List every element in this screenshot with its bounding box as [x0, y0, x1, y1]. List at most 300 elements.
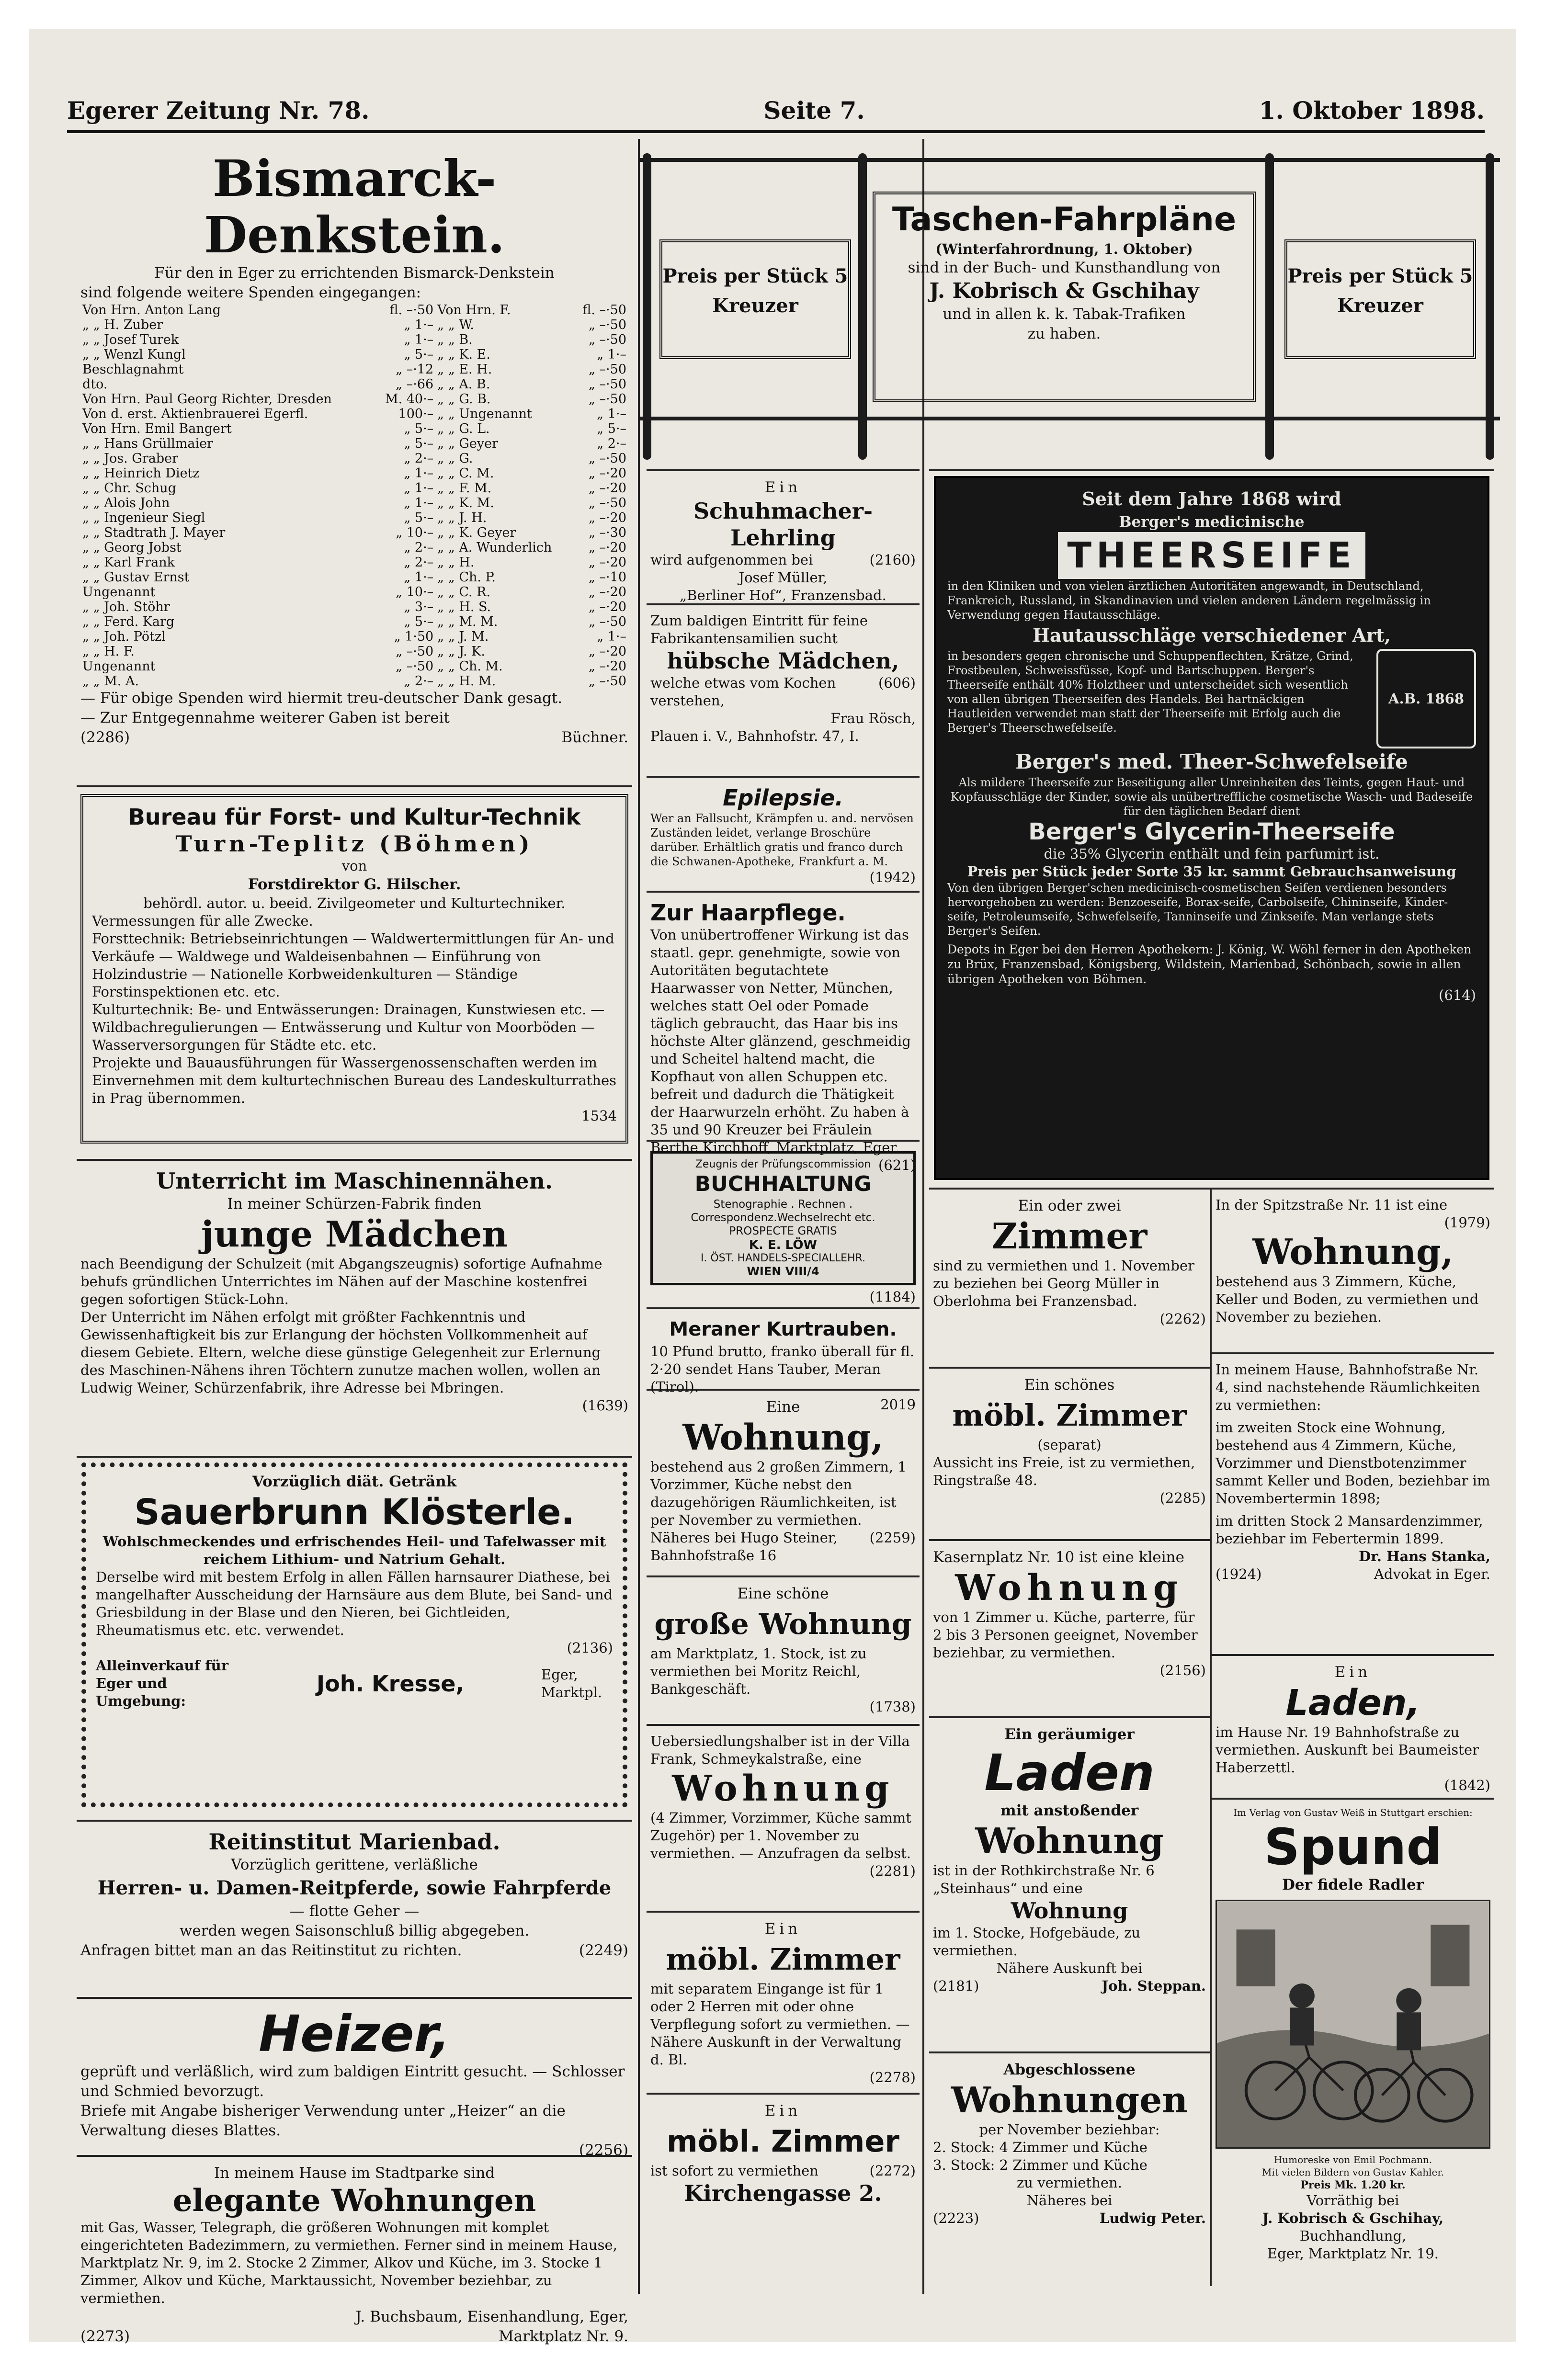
schuh-p: wird aufgenommen bei [650, 552, 813, 568]
header-right: 1. Oktober 1898. [1259, 96, 1485, 125]
donation-row [80, 555, 628, 570]
donation-cell: „ –·20 [588, 555, 626, 570]
donation-cell: „ „ K. E. [437, 347, 490, 362]
donation-row [80, 614, 628, 629]
bureau-code: 1534 [581, 1108, 617, 1124]
donation-cell: „ „ G. B. [437, 392, 491, 407]
donation-cell: „ –·20 [588, 466, 626, 481]
wohnung1-ad [647, 1389, 920, 1575]
newspaper-page [29, 29, 1516, 2345]
spund-illustration [1216, 1900, 1490, 2149]
donation-cell: „ 1·– [597, 407, 626, 421]
spund-l4: Eger, Marktplatz Nr. 19. [1267, 2245, 1439, 2262]
donation-cell: „ 10·– [396, 585, 434, 600]
laden2-p1: ist in der Rothkirchstraße Nr. 6 „Steinhaus“ und eine [933, 1862, 1155, 1896]
elegant-p1: mit Gas, Wasser, Telegraph, die größeren Wohnungen mit komplet eingerichteten Badezimmern, zu vermiethen. Ferner sind in meinem Hause, Marktplatz Nr. 9, im 2. Stocke 2 Zimmer, Alkov und Küche, im 3. Stocke 1 Zimmer, Alkov und Küche, Marktaussicht, November beziehbar, zu vermiethen. [80, 2219, 617, 2306]
wohnung5-code: (2156) [1159, 1662, 1206, 1678]
heizer-code: (2256) [579, 2142, 628, 2159]
page-header [67, 72, 1485, 133]
theer-sub: Hautausschläge verschiedener Art, [1033, 624, 1391, 646]
donation-cell: „ „ J. K. [437, 644, 485, 659]
maedchen-name: Frau Rösch, [830, 710, 916, 726]
reit-title: Reitinstitut Marienbad. [208, 1829, 500, 1855]
laden1-code: (1842) [1444, 1777, 1490, 1793]
donation-cell: „ „ C. R. [437, 585, 491, 600]
zimmer3-l1: Ein oder zwei [1018, 1197, 1121, 1214]
bureau-p1: Vermessungen für alle Zwecke. [92, 913, 313, 929]
donation-row [80, 659, 628, 674]
donation-cell: „ „ Josef Turek [82, 332, 179, 347]
donation-cell: „ –·50 [588, 377, 626, 392]
donation-cell: „ „ H. F. [82, 644, 135, 659]
abgeschl-info: Näheres bei [1026, 2192, 1113, 2209]
buch-l1: Stenographie . Rechnen . [713, 1198, 853, 1211]
spund-l1: Vorräthig bei [1306, 2192, 1399, 2209]
zimmer1-code: (2278) [869, 2069, 916, 2085]
donation-row [80, 674, 628, 689]
haar-p: Von unübertroffener Wirkung ist das staatl. gepr. genehmigte, sowie von Autoritäten begutachtete Haarwasser von Netter, München, welches statt Oel oder Pomade täglich gebraucht, das Haar bis ins höchste Alter glänzend, geschmeidig und Scheitel haltend macht, die Kopfhaut von allen Schuppen etc. befreit und dadurch die Thätigkeit der Haarwurzeln erhöht. Zu haben à 35 und 90 Kreuzer bei Fräulein Berthe Kirchhoff, Marktplatz, Eger. [650, 927, 911, 1156]
bismarck-code: (2286) [80, 729, 130, 746]
donation-cell: „ –·20 [588, 600, 626, 614]
zimmer3-ad [929, 1190, 1210, 1367]
donation-cell: „ „ H. S. [437, 600, 491, 614]
hause-code: (1924) [1216, 1566, 1262, 1582]
donation-cell: „ –·50 [588, 362, 626, 377]
epilepsie-ad [647, 776, 920, 891]
zimmer3-code: (2262) [1159, 1311, 1206, 1327]
zimmer2-l1: Ein [764, 2102, 802, 2119]
donation-cell: „ –·50 [588, 317, 626, 332]
donation-cell: Von d. erst. Aktienbrauerei Egerfl. [82, 407, 308, 421]
donation-cell: „ 1·– [404, 481, 434, 496]
sauer-sold: Alleinverkauf für Eger und Umgebung: [96, 1657, 229, 1709]
abgeschl-name: Ludwig Peter. [1099, 2210, 1206, 2226]
donation-cell: „ 5·– [404, 510, 434, 525]
column-left [77, 144, 632, 2345]
fahr-post-4 [1486, 153, 1494, 460]
donation-cell: „ –·10 [588, 570, 626, 585]
donation-cell: „ 1·50 [394, 629, 434, 644]
laden2-info: Nähere Auskunft bei [996, 1960, 1143, 1976]
heizer-title: Heizer, [259, 2005, 450, 2063]
donation-cell: „ „ Georg Jobst [82, 540, 182, 555]
sauer-code: (2136) [567, 1640, 613, 1656]
donation-cell: „ „ A. Wunderlich [437, 540, 552, 555]
bismarck-signature: Büchner. [561, 729, 628, 746]
abgeschl-code: (2223) [933, 2210, 979, 2226]
donation-row [80, 600, 628, 614]
donation-cell: „ „ Ingenieur Siegl [82, 510, 205, 525]
donation-row [80, 496, 628, 510]
wohnung4-title: Wohnung, [1252, 1232, 1454, 1273]
donation-cell: „ –·50 [588, 614, 626, 629]
bismarck-title: Bismarck-Denkstein. [204, 149, 505, 264]
abgeschl-title: Wohnungen [951, 2080, 1188, 2121]
donation-cell: „ 1·– [404, 332, 434, 347]
elegant-l1: In meinem Hause im Stadtparke sind [214, 2165, 495, 2182]
theer-code: (614) [1439, 987, 1476, 1003]
wohnung5-l1: Kasernplatz Nr. 10 ist eine kleine [933, 1549, 1184, 1566]
wohnung3-ad [647, 1724, 920, 1911]
donation-cell: „ 2·– [404, 555, 434, 570]
zimmer1-l1: Ein [764, 1920, 802, 1938]
maedchen-ad [647, 603, 920, 776]
donation-cell: „ „ G. L. [437, 421, 490, 436]
donation-row [80, 466, 628, 481]
wohnung4-ad [1212, 1190, 1494, 1352]
donation-cell: „ 2·– [404, 540, 434, 555]
theer-l2: Berger's medicinische [1119, 513, 1305, 531]
spund-title: Spund [1264, 1818, 1442, 1876]
column-middle [647, 144, 920, 2299]
zimmer2-title: möbl. Zimmer [666, 2124, 899, 2159]
donation-cell: „ „ Ch. P. [437, 570, 496, 585]
donation-cell: „ 5·– [404, 614, 434, 629]
elegante-wohnungen-ad [77, 2155, 632, 2380]
fahr-post-3 [1265, 153, 1274, 460]
theer-p5: Von den übrigen Berger'schen medicinisch-cosmetischen Seifen verdienen besonders hervorgehoben zu werden: Benzoeseife, Borax-seife, Carbolseife, Chininseife, Kinder-seife, Petroleumseife, Schwefelseife, Tanninseife und Zinkseife. Man verlange stets Berger's Seifen. [947, 881, 1448, 938]
reit-l3: — flotte Geher — [289, 1903, 420, 1920]
sauer-title: Sauerbrunn Klösterle. [134, 1492, 575, 1533]
donation-cell: M. 40·– [385, 392, 434, 407]
reit-code: (2249) [579, 1942, 628, 1959]
laden2-title: Laden [984, 1744, 1155, 1802]
buch-l5: I. ÖST. HANDELS-SPECIALLEHR. [700, 1252, 866, 1264]
bismarck-thanks-2: — Zur Entgegennahme weiterer Gaben ist bereit [80, 709, 450, 726]
donation-cell: „ –·12 [396, 362, 434, 377]
donation-cell: „ „ W. [437, 317, 474, 332]
donation-row [80, 436, 628, 451]
header-left: Egerer Zeitung Nr. 78. [67, 96, 370, 125]
laden2-code: (2181) [933, 1978, 979, 1994]
schuh-name: Josef Müller, [738, 569, 828, 586]
heizer-p2: Briefe mit Angabe bisheriger Verwendung unter „Heizer“ an die Verwaltung dieses Blattes. [80, 2102, 566, 2139]
bureau-p3: Kulturtechnik: Be- und Entwässerungen: Drainagen, Kunstwiesen etc. — Wildbachregulierungen — Entwässerung und Kultur von Moorböden — Wasserversorgungen für Städte etc. etc. [92, 1001, 605, 1053]
bureau-place: Turn-Teplitz (Böhmen) [175, 831, 534, 857]
schuh-title: Schuhmacher-Lehrling [693, 498, 873, 551]
donation-row [80, 644, 628, 659]
donation-cell: „ „ G. [437, 451, 473, 466]
bureau-p4: Projekte und Bauausführungen für Wassergenossenschaften werden im Einvernehmen mit dem kulturtechnischen Bureau des Landeskulturrathes in Prag übernommen. [92, 1054, 617, 1106]
sauerbrunn-ad [77, 1456, 632, 1820]
naehen-line1: In meiner Schürzen-Fabrik finden [227, 1195, 482, 1213]
meraner-p: 10 Pfund brutto, franko überall für fl. 2·20 sendet Hans Tauber, Meran (Tirol). [650, 1343, 914, 1395]
donation-cell: fl. –·50 [582, 303, 626, 317]
donation-cell: Von Hrn. Paul Georg Richter, Dresden [82, 392, 332, 407]
theer-emblem-text: A.B. 1868 [1388, 690, 1464, 707]
donation-cell: dto. [82, 377, 108, 392]
fahr-l5: zu haben. [1027, 325, 1101, 342]
zimmer3-p: sind zu vermiethen und 1. November zu beziehen bei Georg Müller in Oberlohma bei Franzensbad. [933, 1258, 1195, 1309]
heizer-p1: geprüft und verläßlich, wird zum baldigen Eintritt gesucht. — Schlosser und Schmied bevorzugt. [80, 2063, 625, 2100]
donation-row [80, 585, 628, 600]
abgeschl-l2: per November beziehbar: [979, 2121, 1160, 2138]
fahr-post-2 [858, 153, 867, 460]
donation-cell: „ –·20 [588, 659, 626, 674]
donation-cell: Von Hrn. Emil Bangert [82, 421, 232, 436]
wohnung3-title: Wohnung [672, 1768, 894, 1809]
donation-row [80, 570, 628, 585]
laden1-p: im Hause Nr. 19 Bahnhofstraße zu vermiethen. Auskunft bei Baumeister Haberzettl. [1216, 1724, 1479, 1776]
zimmer2-place: Kirchengasse 2. [684, 2180, 882, 2206]
donation-cell: „ „ H. [437, 555, 475, 570]
header-center: Seite 7. [763, 96, 865, 125]
wohnung2-title: große Wohnung [654, 1608, 912, 1641]
spund-cap2: Mit vielen Bildern von Gustav Kahler. [1261, 2166, 1444, 2178]
naehen-p1: nach Beendigung der Schulzeit (mit Abgangszeugnis) sofortige Aufnahme behufs gründlichen Unterrichtes im Nähen auf der Maschine kostenfrei gegen sofortigen Stück-Lohn. [80, 1256, 602, 1307]
donation-cell: „ –·66 [396, 377, 434, 392]
donation-cell: „ „ Gustav Ernst [82, 570, 190, 585]
theer-title: THEERSEIFE [1058, 532, 1366, 579]
abgeschl-l3: zu vermiethen. [1017, 2175, 1122, 2191]
elegant-code: (2273) [80, 2328, 130, 2345]
donation-cell: „ 1·– [597, 347, 626, 362]
donation-cell: „ „ M. A. [82, 674, 139, 689]
donation-cell: „ „ M. M. [437, 614, 498, 629]
donation-cell: „ 1·– [597, 629, 626, 644]
laden2-l1: Ein geräumiger [1004, 1726, 1135, 1743]
donation-cell: „ 5·– [597, 421, 626, 436]
donation-cell: „ „ Ungenannt [437, 407, 532, 421]
donation-cell: Beschlagnahmt [82, 362, 184, 377]
donation-cell: „ „ H. Zuber [82, 317, 163, 332]
donation-row [80, 540, 628, 555]
spund-l3: Buchhandlung, [1299, 2228, 1407, 2244]
sauer-seller-place: Eger, Marktpl. [541, 1666, 602, 1700]
donation-cell: „ „ J. H. [437, 510, 487, 525]
buch-l4: K. E. LÖW [749, 1238, 818, 1252]
donation-cell: „ –·20 [588, 585, 626, 600]
donation-cell: „ –·50 [588, 332, 626, 347]
wohnung2-l1: Eine schöne [737, 1585, 829, 1602]
sauer-seller: Joh. Kresse, [317, 1670, 464, 1697]
donation-cell: „ „ Jos. Graber [82, 451, 178, 466]
zimmer1-ad [647, 1911, 920, 2093]
meraner-code: 2019 [880, 1396, 916, 1413]
epilepsie-title: Epilepsie. [723, 785, 843, 811]
donation-cell: „ –·20 [588, 510, 626, 525]
epilepsie-code: (1942) [869, 869, 916, 885]
donation-cell: „ „ J. M. [437, 629, 489, 644]
donation-cell: Von Hrn. Anton Lang [82, 303, 221, 317]
zimmer4-p: Aussicht ins Freie, ist zu vermiethen, Ringstraße 48. [933, 1454, 1195, 1488]
zimmer4-code: (2285) [1159, 1490, 1206, 1506]
subcol-left [929, 1190, 1212, 2286]
zimmer2-code: (2272) [869, 2163, 916, 2179]
donation-row [80, 451, 628, 466]
sauer-p2: Derselbe wird mit bestem Erfolg in allen Fällen harnsaurer Diathese, bei mangelhafter Ausscheidung der Harnsäure aus dem Blute, bei Sand- und Griesbildung in der Blase und den Nieren, bei Gichtleiden, Rheumatismus etc. etc. verwendet. [96, 1569, 613, 1638]
wohnung3-code: (2281) [869, 1863, 916, 1879]
reit-l1: Vorzüglich gerittene, verläßliche [231, 1856, 478, 1873]
wohnung4-p: bestehend aus 3 Zimmern, Küche, Keller und Boden, zu vermiethen und November zu beziehen. [1216, 1273, 1479, 1325]
donation-cell: „ –·50 [396, 644, 434, 659]
donation-cell: „ „ Ch. M. [437, 659, 503, 674]
heizer-ad [77, 1997, 632, 2159]
sauer-line1: Vorzüglich diät. Getränk [252, 1473, 457, 1490]
donation-row [80, 421, 628, 436]
theer-depot: Depots in Eger bei den Herren Apothekern: J. König, W. Wöhl ferner in den Apotheken zu Brüx, Franzensbad, Königsberg, Wildstein, Marienbad, Schönbach, sowie in allen übrigen Apotheken von Böhmen. [947, 942, 1472, 986]
theer-emblem [1376, 649, 1476, 748]
donation-cell: „ –·30 [588, 525, 626, 540]
donation-cell: „ „ Hans Grüllmaier [82, 436, 213, 451]
abgeschl-l1: Abgeschlossene [1003, 2061, 1136, 2078]
donation-cell: „ 2·– [597, 436, 626, 451]
spund-ad [1212, 1798, 1494, 2286]
fahrplan-banner [638, 148, 1500, 465]
naehen-title: Unterricht im Maschinennähen. [156, 1168, 553, 1194]
bureau-director: Forstdirektor G. Hilscher. [248, 876, 461, 893]
donation-cell: „ „ Wenzl Kungl [82, 347, 186, 362]
donation-cell: „ 5·– [404, 421, 434, 436]
donation-cell: „ „ F. M. [437, 481, 492, 496]
zimmer3-title: Zimmer [991, 1216, 1147, 1257]
wohnung3-p: (4 Zimmer, Vorzimmer, Küche sammt Zugehör) per 1. November zu vermiethen. — Anzufragen da selbst. [650, 1810, 911, 1861]
theer-p2: in besonders gegen chronische und Schuppenflechten, Krätze, Grind, Frostbeulen, Schweissfüsse, Kopf- und Bartschuppen. Berger's Theerseife enthält 40% Holztheer und unterscheidet sich wesentlich von allen übrigen Theerseifen des Handels. Bei hartnäckigen Hautleiden verwendet man statt der Theerseife mit Erfolg auch die Berger's Theerschwefelseife. [947, 649, 1353, 735]
elegant-title: elegante Wohnungen [172, 2183, 536, 2219]
zimmer2-p: ist sofort zu vermiethen [650, 2163, 818, 2179]
buch-l6: WIEN VIII/4 [747, 1265, 819, 1278]
donation-cell: „ „ Joh. Pötzl [82, 629, 166, 644]
donation-cell: „ –·50 [588, 392, 626, 407]
donation-row [80, 392, 628, 407]
theer-l1: Seit dem Jahre 1868 wird [1082, 488, 1341, 510]
wohnung2-ad [647, 1575, 920, 1724]
buch-code: (1184) [869, 1289, 916, 1305]
donation-row [80, 377, 628, 392]
donation-cell: „ 3·– [404, 600, 434, 614]
bureau-von: von [341, 858, 367, 874]
maedchen-code: (606) [878, 675, 916, 691]
right-subcolumns [929, 1188, 1494, 2286]
laden2-name: Joh. Steppan. [1102, 1978, 1206, 1994]
theer-p4: die 35% Glycerin enthält und fein parfumirt ist. [1044, 846, 1380, 862]
donation-row [80, 317, 628, 332]
donation-cell: „ –·50 [396, 659, 434, 674]
fahr-rail-bottom [638, 417, 1500, 420]
donation-cell: „ –·20 [588, 481, 626, 496]
wohnung1-title: Wohnung, [682, 1417, 884, 1458]
laden1-l1: Ein [1334, 1664, 1372, 1681]
donation-row [80, 362, 628, 377]
hause-p3: im dritten Stock 2 Mansardenzimmer, beziehbar im Febertermin 1899. [1216, 1513, 1483, 1547]
donation-row [80, 525, 628, 540]
spund-price: Preis Mk. 1.20 kr. [1300, 2179, 1406, 2191]
fahr-l1: (Winterfahrordnung, 1. Oktober) [935, 241, 1193, 257]
fahr-l2: sind in der Buch- und Kunsthandlung von [908, 259, 1221, 276]
fahr-center-box [873, 192, 1256, 402]
donation-cell: „ „ A. B. [437, 377, 490, 392]
donation-cell: „ –·50 [588, 674, 626, 689]
bureau-p2: Forsttechnik: Betriebseinrichtungen — Waldwertermittlungen für An- und Verkäufe — Waldwege und Waldeisenbahnen — Einführung von Holzindustrie — Nationelle Korbweidenkulturen — Ständige Forstinspektionen etc. etc. [92, 930, 614, 1000]
meraner-title: Meraner Kurtrauben. [669, 1318, 897, 1340]
donation-cell: fl. –·50 [389, 303, 434, 317]
theer-brand3: Berger's Glycerin-Theerseife [1028, 818, 1395, 845]
donation-cell: „ „ Karl Frank [82, 555, 175, 570]
donation-cell: „ 1·– [404, 466, 434, 481]
donation-cell: „ „ K. M. [437, 496, 494, 510]
fahr-title: Taschen-Fahrpläne [892, 201, 1237, 238]
bismarck-notice [77, 144, 632, 785]
donation-cell: „ 1·– [404, 496, 434, 510]
donation-cell: „ 2·– [404, 674, 434, 689]
donation-cell: „ „ Ferd. Karg [82, 614, 175, 629]
laden2-l2: mit anstoßender [1000, 1802, 1139, 1819]
bismarck-intro-1: Für den in Eger zu errichtenden Bismarck-Denkstein [154, 264, 555, 282]
elegant-sign2: Marktplatz Nr. 9. [499, 2328, 628, 2345]
zimmer4-title: möbl. Zimmer [952, 1398, 1187, 1433]
schuh-code: (2160) [869, 552, 916, 568]
schuh-place: „Berliner Hof“, Franzensbad. [680, 587, 886, 603]
maedchen-p1: Zum baldigen Eintritt für feine Fabrikantensamilien sucht [650, 612, 868, 646]
bismarck-intro-2: sind folgende weitere Spenden eingegangen: [80, 284, 421, 301]
donation-row [80, 629, 628, 644]
cyclists-illustration [1217, 1901, 1489, 2147]
hause-ad [1212, 1352, 1494, 1654]
theer-brand2: Berger's med. Theer-Schwefelseife [1015, 750, 1408, 773]
laden2-title3: Wohnung [1011, 1898, 1128, 1924]
subcol-right [1212, 1190, 1494, 2286]
donation-cell: „ –·20 [588, 644, 626, 659]
bismarck-thanks-1: — Für obige Spenden wird hiermit treu-deutscher Dank gesagt. [80, 690, 563, 707]
reit-l5: Anfragen bittet man an das Reitinstitut zu richten. [80, 1942, 462, 1959]
maedchen-title: hübsche Mädchen, [667, 648, 899, 674]
hause-p1: In meinem Hause, Bahnhofstraße Nr. 4, sind nachstehende Räumlichkeiten zu vermiethen: [1216, 1361, 1480, 1413]
reitinstitut-ad [77, 1820, 632, 1997]
donation-row [80, 332, 628, 347]
wohnung2-p: am Marktplatz, 1. Stock, ist zu vermiethen bei Moritz Reichl, Bankgeschäft. [650, 1645, 867, 1697]
donation-row [80, 347, 628, 362]
donations-table [80, 303, 628, 689]
wohnung1-p: bestehend aus 2 großen Zimmern, 1 Vorzimmer, Küche nebst den dazugehörigen Räumlichkeiten, ist per November zu vermiethen. [650, 1459, 907, 1528]
buch-top: Zeugnis der Prüfungscommission [695, 1158, 871, 1170]
donation-cell: Von Hrn. F. [437, 303, 511, 317]
fahr-price-right: Preis per Stück 5 Kreuzer [1284, 239, 1476, 359]
donation-cell: „ 5·– [404, 436, 434, 451]
haar-title: Zur Haarpflege. [650, 900, 846, 926]
donation-cell: „ „ Alois John [82, 496, 170, 510]
wohnung5-title: Wohnung [955, 1567, 1184, 1609]
theerseife-box [934, 476, 1489, 1180]
theer-p3: Als mildere Theerseife zur Beseitigung aller Unreinheiten des Teints, gegen Haut- und Kopfausschläge der Kinder, sowie als unübertreffliche cosmetische Wasch- und Badeseife für den täglichen Bedarf dient [950, 776, 1473, 818]
hause-sign: Dr. Hans Stanka, [1359, 1548, 1490, 1564]
spund-top: Im Verlag von Gustav Weiß in Stuttgart erschien: [1233, 1807, 1473, 1818]
bureau-ad [77, 785, 632, 1159]
naehen-headline: junge Mädchen [201, 1214, 508, 1255]
buch-l3: PROSPECTE GRATIS [729, 1225, 837, 1237]
theerseife-ad [929, 469, 1494, 1188]
wohnung5-p: von 1 Zimmer u. Küche, parterre, für 2 bis 3 Personen geeignet, November beziehbar, zu vermiethen. [933, 1609, 1198, 1661]
wohnung2-code: (1738) [869, 1699, 916, 1715]
buch-title: BUCHHALTUNG [694, 1172, 872, 1196]
donation-row [80, 481, 628, 496]
donation-cell: „ „ Geyer [437, 436, 498, 451]
bureau-credentials: behördl. autor. u. beeid. Zivilgeometer und Kulturtechniker. [143, 895, 566, 911]
donation-row [80, 303, 628, 317]
fahr-price-left: Preis per Stück 5 Kreuzer [659, 239, 851, 359]
zimmer4-l1: Ein schönes [1024, 1376, 1115, 1394]
elegant-sign: J. Buchsbaum, Eisenhandlung, Eger, [355, 2308, 628, 2325]
fahr-post-1 [643, 153, 651, 460]
buch-l2: Correspondenz.Wechselrecht etc. [691, 1212, 875, 1224]
abgeschl-p2: 3. Stock: 2 Zimmer und Küche [933, 2157, 1147, 2173]
theer-price: Preis per Stück jeder Sorte 35 kr. sammt Gebrauchsanweisung [967, 863, 1456, 880]
wohnung1-info: Näheres bei Hugo Steiner, Bahnhofstraße 16 [650, 1530, 838, 1564]
fahr-rail-top [638, 158, 1500, 162]
donation-cell: „ 5·– [404, 347, 434, 362]
donation-cell: „ 1·– [404, 317, 434, 332]
laden1-ad [1212, 1654, 1494, 1798]
donation-cell: „ 2·– [404, 451, 434, 466]
